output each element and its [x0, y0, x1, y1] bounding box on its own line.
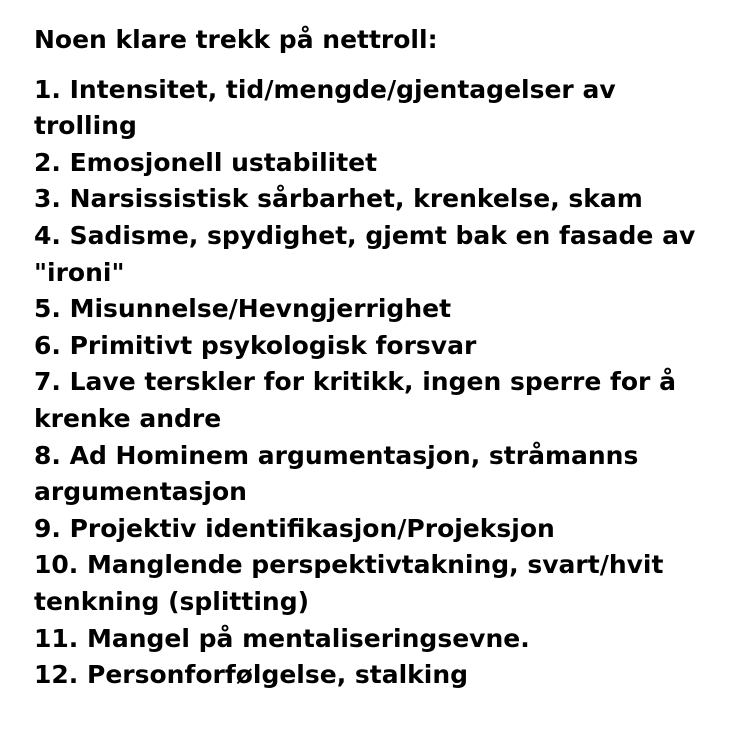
list-item: 11. Mangel på mentaliseringsevne. — [34, 623, 530, 653]
document-title: Noen klare trekk på nettroll: — [34, 25, 438, 54]
list-item: 7. Lave terskler for kritikk, ingen sperre for å krenke andre — [34, 367, 676, 433]
document-body — [34, 22, 724, 694]
traits-list — [34, 72, 724, 694]
list-item: 8. Ad Hominem argumentasjon, stråmanns argumentasjon — [34, 440, 639, 507]
list-item: 6. Primitivt psykologisk forsvar — [34, 330, 477, 360]
list-item: 12. Personforfølgelse, stalking — [34, 660, 469, 690]
list-item: 9. Projektiv identifikasjon/Projeksjon — [34, 513, 555, 543]
list-item: 2. Emosjonell ustabilitet — [34, 147, 378, 177]
list-item: 10. Manglende perspektivtakning, svart/hvit tenkning (splitting) — [34, 550, 664, 616]
list-item: 3. Narsissistisk sårbarhet, krenkelse, skam — [34, 184, 643, 214]
list-item: 1. Intensitet, tid/mengde/gjentagelser av trolling — [34, 74, 616, 141]
list-item: 5. Misunnelse/Hevngjerrighet — [34, 294, 452, 324]
list-item: 4. Sadisme, spydighet, gjemt bak en fasade av "ironi" — [34, 220, 696, 287]
